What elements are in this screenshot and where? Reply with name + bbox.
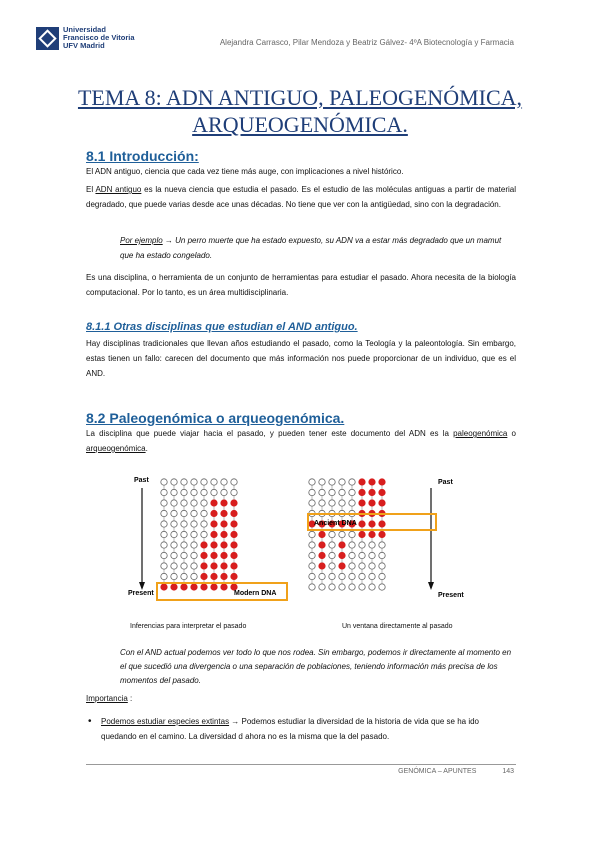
lineage-node-red [201, 584, 207, 590]
lineage-node [211, 489, 217, 495]
lineage-node-red [201, 552, 207, 558]
importance-bullet: • Podemos estudiar especies extintas → Podemos estudiar la diversidad de la historia de vida que se ha ido quedando en el camino. La diversidad d ahora no es la misma que la del pasado. [101, 714, 515, 744]
lineage-node [329, 531, 335, 537]
lineage-node-red [211, 552, 217, 558]
lineage-node [359, 584, 365, 590]
lineage-node-red [211, 584, 217, 590]
lineage-node [379, 584, 385, 590]
paleogenomics-term: paleogenómica [453, 429, 508, 438]
lineage-node [191, 542, 197, 548]
lineage-node-red [379, 531, 385, 537]
lineage-node [359, 573, 365, 579]
lineage-node-red [369, 531, 375, 537]
lineage-node-red [339, 552, 345, 558]
lineage-node [181, 479, 187, 485]
lineage-node-red [201, 573, 207, 579]
lineage-node [181, 563, 187, 569]
lineage-node [171, 573, 177, 579]
lineage-node-red [369, 500, 375, 506]
lineage-node-red [221, 542, 227, 548]
lineage-node-red [211, 521, 217, 527]
lineage-node [309, 500, 315, 506]
lineage-node [319, 500, 325, 506]
lineage-node [191, 479, 197, 485]
lineage-node [369, 552, 375, 558]
lineage-node-red [221, 584, 227, 590]
lineage-node [171, 563, 177, 569]
lineage-node-red [379, 500, 385, 506]
lineage-node-red [221, 573, 227, 579]
lineage-node [379, 552, 385, 558]
lineage-node [181, 531, 187, 537]
lineage-node [161, 479, 167, 485]
lineage-node-red [359, 479, 365, 485]
lineage-node-red [211, 531, 217, 537]
lineage-node-red [369, 479, 375, 485]
lineage-node [171, 510, 177, 516]
lineage-node [181, 489, 187, 495]
lineage-node [201, 510, 207, 516]
figure-explanation: Con el AND actual podemos ver todo lo que nos rodea. Sin embargo, podemos ir directamente al momento en el que sucedió una divergencia o una separación de poblaciones, teniendo información más precisa de los momentos del pasado. [120, 648, 512, 685]
lineage-node-red [221, 500, 227, 506]
page-number: 143 [502, 768, 514, 775]
section-heading-intro: 8.1 Introducción: [86, 148, 199, 164]
extinct-species-term: Podemos estudiar especies extintas [101, 717, 230, 726]
lineage-node [349, 584, 355, 590]
lineage-node [191, 552, 197, 558]
lineage-node [181, 552, 187, 558]
title-line-1: TEMA 8: ADN ANTIGUO, PALEOGENÓMICA, [77, 85, 523, 110]
lineage-node [201, 531, 207, 537]
importance-label: Importancia [86, 694, 128, 703]
lineage-node-red [359, 489, 365, 495]
section-heading-paleogenomics: 8.2 Paleogenómica o arqueogenómica. [86, 410, 345, 426]
left-modern-dna-label: Modern DNA [234, 590, 277, 597]
lineage-node-red [379, 521, 385, 527]
lineage-diagram [120, 470, 476, 618]
lineage-node [369, 584, 375, 590]
lineage-node [181, 542, 187, 548]
lineage-node [191, 500, 197, 506]
lineage-node-red [161, 584, 167, 590]
page-footer [398, 768, 514, 775]
logo-line-2: Francisco de Vitoria [63, 33, 135, 42]
lineage-node-red [211, 563, 217, 569]
example-note: Por ejemplo → Un perro muerte que ha estado expuesto, su ADN va a estar más degradado que un mamut que ha estado congelado. [120, 236, 502, 260]
lineage-node [191, 573, 197, 579]
lineage-node [171, 552, 177, 558]
lineage-node [231, 489, 237, 495]
logo-line-1: Universidad [63, 25, 106, 34]
lineage-node [161, 573, 167, 579]
lineage-node-red [231, 521, 237, 527]
lineage-node-red [319, 542, 325, 548]
lineage-node-red [211, 542, 217, 548]
lineage-node-red [231, 563, 237, 569]
right-lineage-grid [309, 479, 385, 590]
lineage-node [309, 584, 315, 590]
lineage-node [329, 584, 335, 590]
lineage-node-red [221, 510, 227, 516]
lineage-node [359, 542, 365, 548]
lineage-node-red [319, 552, 325, 558]
logo-text [63, 26, 135, 50]
lineage-node [339, 531, 345, 537]
left-figure-caption: Inferencias para interpretar el pasado [130, 623, 247, 630]
lineage-node-red [231, 542, 237, 548]
lineage-node [349, 500, 355, 506]
lineage-node-red [181, 584, 187, 590]
lineage-node [181, 573, 187, 579]
lineage-node-red [221, 531, 227, 537]
lineage-node [349, 531, 355, 537]
lineage-node-red [339, 542, 345, 548]
lineage-node [309, 563, 315, 569]
lineage-node [329, 563, 335, 569]
lineage-node [369, 573, 375, 579]
lineage-node [379, 573, 385, 579]
lineage-node-red [369, 521, 375, 527]
footer-divider [86, 764, 516, 765]
lineage-node [191, 563, 197, 569]
lineage-node [181, 500, 187, 506]
lineage-node [339, 489, 345, 495]
lineage-node [339, 573, 345, 579]
lineage-node [329, 489, 335, 495]
lineage-node [161, 489, 167, 495]
lineage-node-red [319, 563, 325, 569]
lineage-node [201, 521, 207, 527]
lineage-node [211, 479, 217, 485]
lineage-node [309, 542, 315, 548]
lineage-node-red [339, 563, 345, 569]
lineage-node-red [369, 489, 375, 495]
lineage-node [329, 552, 335, 558]
lineage-node-red [379, 489, 385, 495]
lineage-node [161, 531, 167, 537]
lineage-node [191, 489, 197, 495]
header-authors: Alejandra Carrasco, Pilar Mendoza y Beatriz Gálvez- 4ºA Biotecnología y Farmacia [219, 38, 514, 47]
lineage-node [349, 563, 355, 569]
lineage-node [319, 489, 325, 495]
right-figure-caption: Un ventana directamente al pasado [342, 623, 453, 630]
lineage-node [359, 552, 365, 558]
lineage-node [181, 521, 187, 527]
lineage-node-red [221, 552, 227, 558]
lineage-node [231, 479, 237, 485]
intro-paragraph-3: Es una disciplina, o herramienta de un conjunto de herramientas para estudiar el pasado. Ahora necesita de la biología computacional. Por lo tanto, es un área multidisciplinaria. [86, 273, 516, 297]
lineage-node [171, 489, 177, 495]
lineage-node [369, 563, 375, 569]
lineage-node [171, 542, 177, 548]
lineage-node [221, 489, 227, 495]
lineage-node [349, 489, 355, 495]
lineage-node-red [211, 500, 217, 506]
lineage-node [379, 563, 385, 569]
intro-paragraph-1: El ADN antiguo, ciencia que cada vez tiene más auge, con implicaciones a nivel histórico. [86, 167, 404, 176]
ufv-logo-icon [36, 27, 59, 50]
importance-colon: : [130, 694, 133, 703]
left-past-label: Past [134, 477, 149, 484]
lineage-node [171, 531, 177, 537]
lineage-node [309, 489, 315, 495]
lineage-node [161, 521, 167, 527]
lineage-node-red [231, 510, 237, 516]
lineage-node [161, 552, 167, 558]
lineage-node-red [359, 500, 365, 506]
page-title [0, 84, 600, 138]
lineage-node [319, 479, 325, 485]
lineage-node [201, 489, 207, 495]
lineage-node [309, 531, 315, 537]
lineage-node [191, 510, 197, 516]
example-label: Por ejemplo [120, 236, 163, 245]
lineage-node-red [319, 531, 325, 537]
lineage-node [171, 521, 177, 527]
lineage-node-red [221, 521, 227, 527]
right-past-label: Past [438, 479, 453, 486]
lineage-node-red [379, 479, 385, 485]
lineage-node-red [201, 563, 207, 569]
lineage-node [349, 552, 355, 558]
lineage-node [171, 500, 177, 506]
lineage-node-red [201, 542, 207, 548]
lineage-node [329, 479, 335, 485]
lineage-node [329, 500, 335, 506]
right-present-label: Present [438, 592, 464, 599]
lineage-node [191, 531, 197, 537]
ancient-dna-term: ADN antiguo [95, 185, 142, 194]
lineage-node-red [359, 531, 365, 537]
right-ancient-dna-label: Ancient DNA [314, 520, 357, 527]
archaeogenomics-term: arqueogenómica [86, 444, 146, 453]
lineage-node [339, 500, 345, 506]
lineage-node [349, 573, 355, 579]
lineage-node-red [231, 552, 237, 558]
lineage-node-red [231, 500, 237, 506]
lineage-node [359, 563, 365, 569]
section-heading-other-disciplines: 8.1.1 Otras disciplinas que estudian el AND antiguo. [86, 321, 358, 333]
lineage-node [309, 573, 315, 579]
lineage-node-red [211, 573, 217, 579]
lineage-node [161, 510, 167, 516]
lineage-node [319, 573, 325, 579]
lineage-node [221, 479, 227, 485]
lineage-node [379, 542, 385, 548]
logo-line-3: UFV Madrid [63, 41, 105, 50]
footer-label: GENÓMICA – APUNTES [398, 768, 477, 775]
lineage-node-red [191, 584, 197, 590]
left-lineage-grid [161, 479, 237, 590]
dna-lineage-figure [120, 470, 476, 640]
lineage-node [319, 584, 325, 590]
lineage-node-red [359, 521, 365, 527]
lineage-node [201, 479, 207, 485]
lineage-node [181, 510, 187, 516]
title-line-2: ARQUEOGENÓMICA. [192, 112, 408, 137]
lineage-node [349, 542, 355, 548]
lineage-node [171, 479, 177, 485]
left-present-label: Present [128, 590, 154, 597]
lineage-node [161, 563, 167, 569]
lineage-node [329, 542, 335, 548]
lineage-node-red [231, 573, 237, 579]
lineage-node [339, 479, 345, 485]
lineage-node [369, 542, 375, 548]
lineage-node [309, 552, 315, 558]
lineage-node [191, 521, 197, 527]
lineage-node-red [211, 510, 217, 516]
lineage-node [329, 573, 335, 579]
intro-paragraph-2: El ADN antiguo es la nueva ciencia que estudia el pasado. Es el estudio de las moléculas antiguas a partir de material degradado, que puede varias desde ace unas décadas. No tiene que ver con la antigüedad, sino con la degradación. [86, 185, 517, 209]
lineage-node-red [221, 563, 227, 569]
paleogenomics-paragraph: La disciplina que puede viajar hacia el pasado, y pueden tener este documento del ADN es la paleogenómica o arqueogenómica. [86, 429, 517, 453]
lineage-node [161, 542, 167, 548]
lineage-node [201, 500, 207, 506]
lineage-node [161, 500, 167, 506]
lineage-node [349, 479, 355, 485]
lineage-node [339, 584, 345, 590]
university-logo [36, 26, 135, 50]
other-disciplines-paragraph: Hay disciplinas tradicionales que llevan años estudiando el pasado, como la Teología y la paleontología. Sin embargo, estas tienen un fallo: carecen del documento que más información nos puede proporcionar de un individuo, que es el AND. [86, 339, 516, 378]
lineage-node-red [171, 584, 177, 590]
lineage-node [309, 479, 315, 485]
lineage-node-red [231, 531, 237, 537]
